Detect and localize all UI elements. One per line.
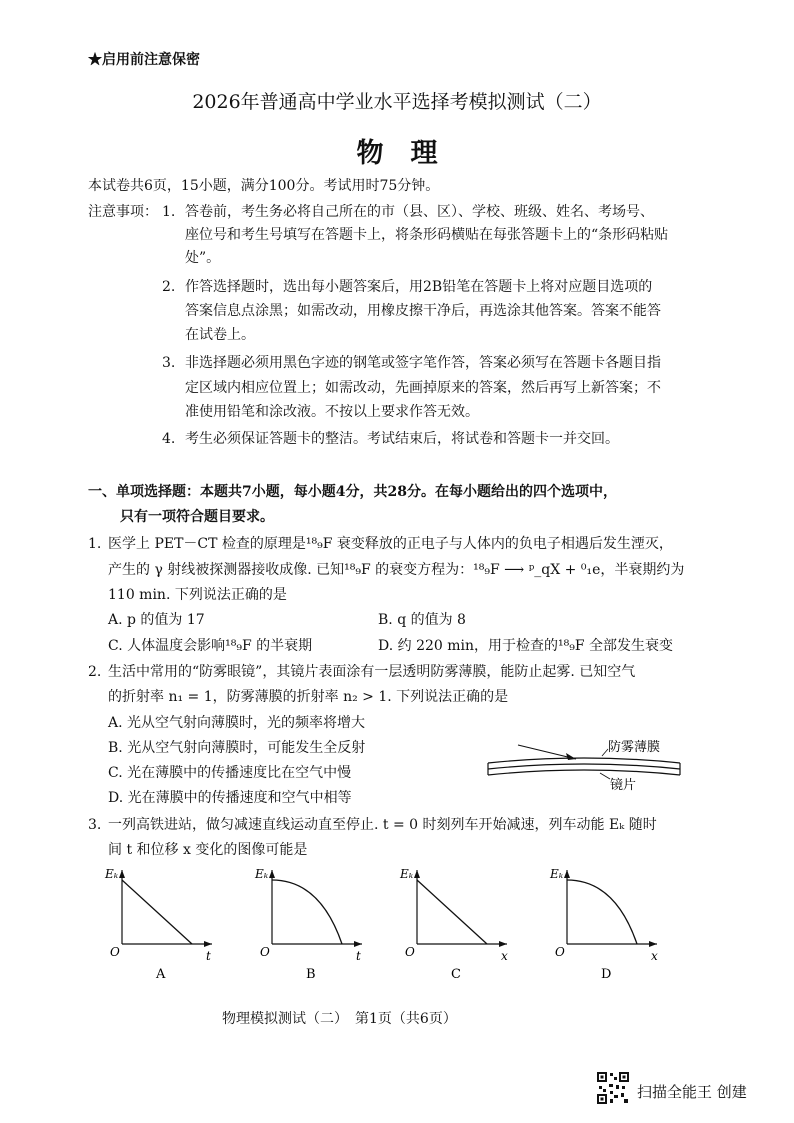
note-line: 答案信息点涂黑；如需改动，用橡皮擦干净后，再选涂其他答案。答案不能答 xyxy=(185,303,661,319)
x-axis-label: x xyxy=(651,949,658,963)
lens-surface xyxy=(488,764,680,769)
graph-a xyxy=(100,862,230,982)
y-arrow-icon xyxy=(564,870,570,878)
option-a: A. p 的值为 17 xyxy=(108,612,205,628)
note-line: 座位号和考生号填写在答题卡上，将条形码横贴在每张答题卡上的“条形码粘贴 xyxy=(185,227,669,243)
exam-title: 2026年普通高中学业水平选择考模拟测试（二） xyxy=(192,91,602,113)
note-line: 定区域内相应位置上；如需改动，先画掉原来的答案，然后再写上新答案；不 xyxy=(185,380,661,396)
note-line: 在试卷上。 xyxy=(185,327,255,343)
ek-curve xyxy=(272,880,342,944)
film-surface xyxy=(488,758,680,763)
option-b: B. q 的值为 8 xyxy=(378,612,466,628)
note-number: 1. xyxy=(162,204,176,220)
graph-d xyxy=(545,862,675,982)
graph-c xyxy=(395,862,525,982)
question-stem: 110 min. 下列说法正确的是 xyxy=(108,587,287,603)
x-arrow-icon xyxy=(499,941,507,947)
origin-label: O xyxy=(555,945,565,959)
y-axis-label: Eₖ xyxy=(550,867,564,881)
graph-letter: B xyxy=(306,967,316,982)
option-d: D. 光在薄膜中的传播速度和空气中相等 xyxy=(108,790,352,806)
ek-curve xyxy=(417,880,487,944)
graph-b xyxy=(250,862,380,982)
x-axis-label: t xyxy=(206,949,211,963)
option-d: D. 约 220 min，用于检查的¹⁸₉F 全部发生衰变 xyxy=(378,638,674,654)
note-line: 作答选择题时，选出每小题答案后，用2B铅笔在答题卡上将对应题目选项的 xyxy=(185,279,653,295)
origin-label: O xyxy=(260,945,270,959)
question-stem: 一列高铁进站，做匀减速直线运动直至停止. t = 0 时刻列车开始减速，列车动能 Eₖ 随时 xyxy=(108,817,657,833)
ek-curve xyxy=(122,880,192,944)
section-heading: 一、单项选择题：本题共7小题，每小题4分，共28分。在每小题给出的四个选项中， xyxy=(88,484,617,500)
y-axis-label: Eₖ xyxy=(255,867,269,881)
question-stem: 医学上 PET－CT 检查的原理是¹⁸₉F 衰变释放的正电子与人体内的负电子相遇后发生湮灭， xyxy=(108,536,673,552)
option-a: A. 光从空气射向薄膜时，光的频率将增大 xyxy=(108,715,366,731)
question-number: 1. xyxy=(88,536,102,552)
y-arrow-icon xyxy=(119,870,125,878)
note-number: 3. xyxy=(162,355,176,371)
option-c: C. 人体温度会影响¹⁸₉F 的半衰期 xyxy=(108,638,313,654)
page-footer: 物理模拟测试（二） 第1页（共6页） xyxy=(222,1011,457,1027)
lens-back xyxy=(488,770,680,775)
note-line: 考生必须保证答题卡的整洁。考试结束后，将试卷和答题卡一并交回。 xyxy=(185,431,619,447)
question-stem: 产生的 γ 射线被探测器接收成像. 已知¹⁸₉F 的衰变方程为：¹⁸₉F ⟶ ᵖ_qX + ⁰₁e，半衰期约为 xyxy=(108,562,685,578)
confidential-notice: ★启用前注意保密 xyxy=(88,52,200,68)
origin-label: O xyxy=(110,945,120,959)
film-label: 防雾薄膜 xyxy=(608,740,661,755)
x-arrow-icon xyxy=(649,941,657,947)
y-axis-label: Eₖ xyxy=(105,867,119,881)
question-number: 3. xyxy=(88,817,102,833)
lens-label: 镜片 xyxy=(610,778,637,793)
exam-intro: 本试卷共6页，15小题，满分100分。考试用时75分钟。 xyxy=(88,178,440,194)
graph-letter: C xyxy=(451,967,461,982)
question-stem: 间 t 和位移 x 变化的图像可能是 xyxy=(108,842,308,858)
y-axis-label: Eₖ xyxy=(400,867,414,881)
y-arrow-icon xyxy=(414,870,420,878)
note-line: 处”。 xyxy=(185,250,221,266)
graph-letter: A xyxy=(156,967,166,982)
note-number: 4. xyxy=(162,431,176,447)
qr-code-icon xyxy=(596,1071,630,1105)
note-line: 准使用铅笔和涂改液。不按以上要求作答无效。 xyxy=(185,404,479,420)
note-number: 2. xyxy=(162,279,176,295)
graph-letter: D xyxy=(601,967,612,982)
notes-label: 注意事项： xyxy=(88,204,158,220)
note-line: 答卷前，考生务必将自己所在的市（县、区）、学校、班级、姓名、考场号、 xyxy=(185,204,654,220)
question-stem: 的折射率 n₁ = 1，防雾薄膜的折射率 n₂ > 1. 下列说法正确的是 xyxy=(108,689,509,705)
question-stem: 生活中常用的“防雾眼镜”，其镜片表面涂有一层透明防雾薄膜，能防止起雾. 已知空气 xyxy=(108,664,636,680)
option-c: C. 光在薄膜中的传播速度比在空气中慢 xyxy=(108,765,352,781)
y-arrow-icon xyxy=(269,870,275,878)
origin-label: O xyxy=(405,945,415,959)
x-axis-label: t xyxy=(356,949,361,963)
x-arrow-icon xyxy=(204,941,212,947)
option-b: B. 光从空气射向薄膜时，可能发生全反射 xyxy=(108,740,366,756)
lens-figure xyxy=(480,735,690,795)
ray-arrow-icon xyxy=(566,753,576,760)
subject-title: 物 理 xyxy=(356,138,438,169)
scanner-watermark: 扫描全能王 创建 xyxy=(637,1083,747,1101)
note-line: 非选择题必须用黑色字迹的钢笔或签字笔作答，答案必须写在答题卡各题目指 xyxy=(185,355,661,371)
ek-curve xyxy=(567,880,637,944)
x-arrow-icon xyxy=(354,941,362,947)
section-heading-cont: 只有一项符合题目要求。 xyxy=(120,509,274,525)
question-number: 2. xyxy=(88,664,102,680)
x-axis-label: x xyxy=(501,949,508,963)
